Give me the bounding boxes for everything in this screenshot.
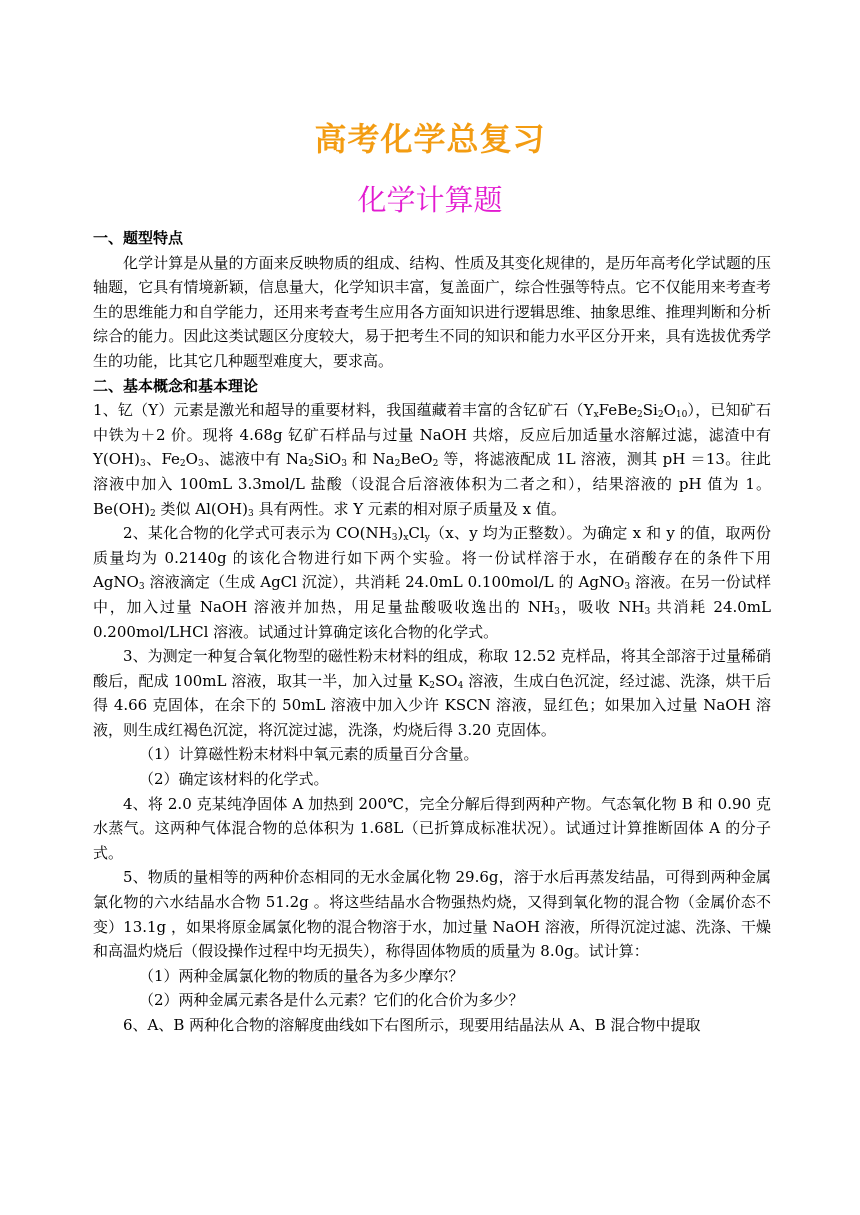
question-5-part-2: （2）两种金属元素各是什么元素？它们的化合价为多少？ [139, 991, 524, 1010]
document-title: 高考化学总复习 [314, 120, 546, 158]
question-4: 4、将 2.0 克某纯净固体 A 加热到 200℃，完全分解后得到两种产物。气态氧化物 B 和 0.90 克水蒸气。这两种气体混合物的总体积为 1.68L（已折算成标准状况）。试通过计算推断固体 A 的分子式。 [93, 794, 771, 862]
document-subtitle: 化学计算题 [357, 183, 503, 217]
section-heading-features: 一、题型特点 [93, 229, 184, 247]
section-paragraph-features: 化学计算是从量的方面来反映物质的组成、结构、性质及其变化规律的，是历年高考化学试题的压轴题，它具有情境新颖，信息量大，化学知识丰富，复盖面广，综合性强等特点。它不仅能用来考查考生的思维能力和自学能力，还用来考查考生应用各方面知识进行逻辑思维、抽象思维、推理判断和分析综合的能力。因此这类试题区分度较大，易于把考生不同的知识和能力水平区分开来，具有选拔优秀学生的功能，比其它几种题型难度大，要求高。 [93, 253, 771, 370]
question-3: 3、为测定一种复合氧化物型的磁性粉末材料的组成，称取 12.52 克样品，将其全部溶于过量稀硝酸后，配成 100mL 溶液，取其一半，加入过量 $K_2SO_4$ 溶液，生成白色沉淀，经过滤、洗涤，烘干后得 4.66 克固体，在余下的 50mL 溶液中加入少许 KSCN 溶液，显红色；如果加入过量 NaOH 溶液，则生成红褐色沉淀，将沉淀过滤，洗涤，灼烧后得 3.20 克固体。 [93, 647, 771, 739]
question-1: 1、钇（Y）元素是激光和超导的重要材料，我国蕴藏着丰富的含钇矿石$(Y_xFeBe_2Si_2O_{10})$，已知矿石中铁为＋2 价。现将 4.68g 钇矿石样品与过量 NaOH 共熔，反应后加适量水溶解过滤，滤渣中有 $Y(OH)_3$、$Fe_2O_3$、滤液中有 $Na_2SiO_3$ 和 $Na_2BeO_2$ 等，将滤液配成 1L 溶液，测其 pH ＝13。往此溶液中加入 100mL 3.3mol/L 盐酸（设混合后溶液体积为二者之和），结果溶液的 pH 值为 1。$Be(OH)_2$ 类似 $Al(OH)_3$ 具有两性。求 Y 元素的相对原子质量及 x 值。 [93, 401, 771, 519]
question-5-part-1: （1）两种金属氯化物的物质的量各为多少摩尔？ [139, 966, 464, 985]
question-6: 6、A、B 两种化合物的溶解度曲线如下右图所示，现要用结晶法从 A、B 混合物中提取 [123, 1016, 701, 1034]
question-2: 2、某化合物的化学式可表示为 $CO(NH_3)_xCl_y(x$、y 均为正整数）。为确定 x 和 y 的值，取两份质量均为 0.2140g 的该化合物进行如下两个实验。将一份试样溶于水，在硝酸存在的条件下用 AgNO$_3$ 溶液滴定（生成 AgCl 沉淀），共消耗 24.0mL 0.100mol/L 的 AgNO$_3$ 溶液。在另一份试样中，加入过量 NaOH 溶液并加热，用足量盐酸吸收逸出的 $NH_3$，吸收 $NH_3$ 共消耗 24.0mL 0.200mol/LHCl 溶液。试通过计算确定该化合物的化学式。 [93, 524, 771, 641]
question-3-part-1: （1）计算磁性粉末材料中氧元素的质量百分含量。 [139, 745, 479, 764]
question-3-part-2: （2）确定该材料的化学式。 [139, 770, 329, 789]
document-body [93, 226, 771, 1038]
section-heading-concepts: 二、基本概念和基本理论 [93, 376, 259, 395]
question-5: 5、物质的量相等的两种价态相同的无水金属化物 29.6g，溶于水后再蒸发结晶，可得到两种金属氯化物的六水结晶水合物 51.2g 。将这些结晶水合物强热灼烧，又得到氧化物的混合物（金属价态不变）13.1g ，如果将原金属氯化物的混合物溶于水，加过量 NaOH 溶液，所得沉淀过滤、洗涤、干燥和高温灼烧后（假设操作过程中均无损失），称得固体物质的质量为 8.0g。试计算： [93, 868, 771, 961]
